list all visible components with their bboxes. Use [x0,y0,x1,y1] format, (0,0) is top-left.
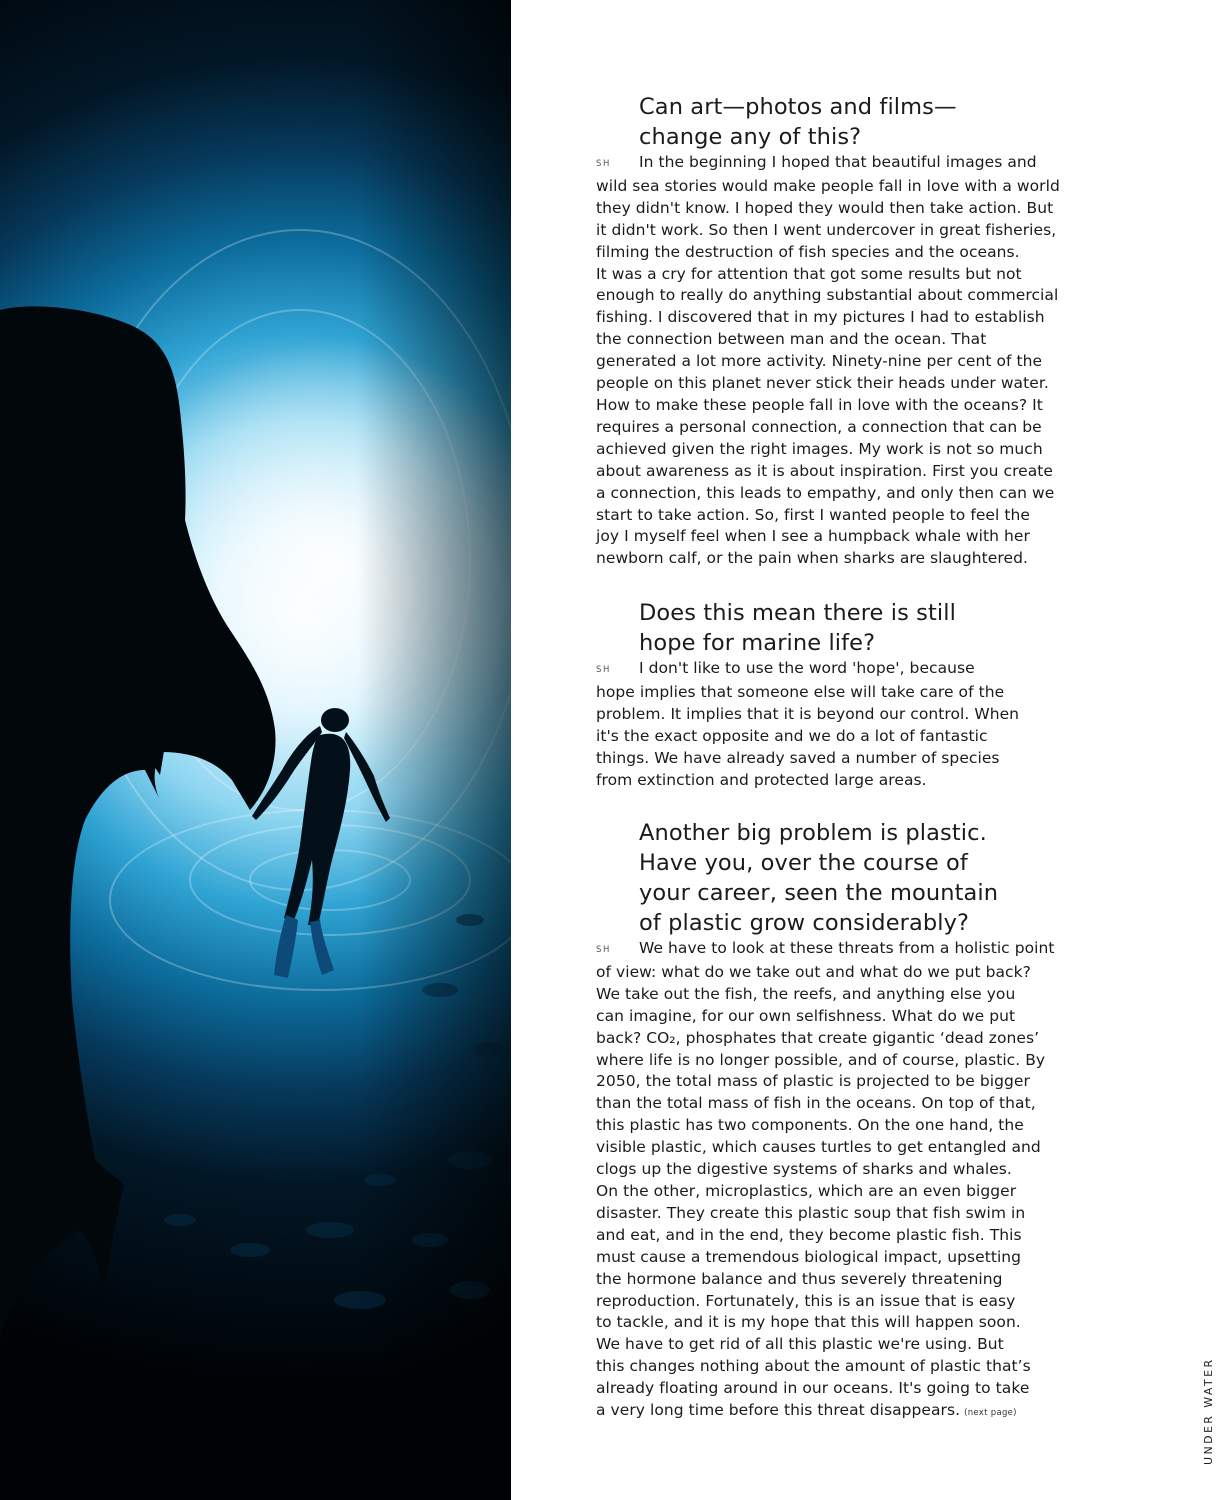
question-line: your career, seen the mountain [639,880,999,906]
answer-line: We take out the fish, the reefs, and anything else you [596,984,1016,1003]
answer-line: must cause a tremendous biological impact, upsetting [596,1247,1022,1266]
answer-line: already floating around in our oceans. It's going to take [596,1379,1030,1398]
answer-line: enough to really do anything substantial about commercial [596,286,1059,305]
answer-line: newborn calf, or the pain when sharks are slaughtered. [596,549,1028,568]
running-head: UNDER WATER [1202,1357,1215,1465]
question-heading [639,818,1136,938]
answer-line: We have to get rid of all this plastic we're using. But [596,1335,1004,1354]
answer-line: How to make these people fall in love with the oceans? It [596,395,1043,414]
answer-line: reproduction. Fortunately, this is an issue that is easy [596,1291,1016,1310]
answer-paragraph [596,938,1136,1425]
answer-line: wild sea stories would make people fall in love with a world [596,176,1060,195]
answer-line: On the other, microplastics, which are an even bigger [596,1181,1017,1200]
speaker-initials: SH [596,665,611,675]
answer-line: of view: what do we take out and what do we put back? [596,962,1031,981]
question-line: Have you, over the course of [639,850,968,876]
answer-line: it didn't work. So then I went undercover in great fisheries, [596,220,1057,239]
question-heading [639,92,1136,152]
qa-section-plastic [596,818,1136,1425]
answer-line: 2050, the total mass of plastic is projected to be bigger [596,1072,1030,1091]
answer-paragraph [596,152,1136,570]
answer-line: it's the exact opposite and we do a lot of fantastic [596,726,988,745]
photo-vignette [0,0,511,1500]
photo-panel [0,0,511,1500]
answer-line: joy I myself feel when I see a humpback whale with her [596,527,1030,546]
answer-line: fishing. I discovered that in my pictures I had to establish [596,308,1045,327]
answer-line: filming the destruction of fish species and the oceans. [596,242,1020,261]
answer-line: the connection between man and the ocean. That [596,330,987,349]
answer-line: about awareness as it is about inspiration. First you create [596,461,1054,480]
whale-shark-and-snorkeler-photo [0,0,511,1500]
next-page-marker: (next page) [964,1408,1017,1419]
answer-line: from extinction and protected large areas. [596,770,927,789]
answer-line: clogs up the digestive systems of sharks and whales. [596,1160,1012,1179]
question-line: of plastic grow considerably? [639,910,970,936]
text-panel [511,0,1232,1500]
answer-line: generated a lot more activity. Ninety-nine per cent of the [596,352,1043,371]
answer-line: to tackle, and it is my hope that this will happen soon. [596,1313,1021,1332]
question-line: Can art—photos and films— [639,94,957,120]
answer-line: can imagine, for our own selfishness. What do we put [596,1006,1016,1025]
question-line: change any of this? [639,124,862,150]
answer-line: visible plastic, which causes turtles to get entangled and [596,1138,1041,1157]
answer-line: I don't like to use the word 'hope', because [639,659,975,677]
answer-line: than the total mass of fish in the oceans. On top of that, [596,1094,1036,1113]
question-heading [639,598,1136,658]
answer-line: start to take action. So, first I wanted people to feel the [596,505,1030,524]
qa-section-hope [596,598,1136,791]
qa-section-art [596,92,1136,570]
answer-line: hope implies that someone else will take care of the [596,682,1005,701]
question-line: Does this mean there is still [639,600,956,626]
answer-line: where life is no longer possible, and of course, plastic. By [596,1050,1046,1069]
answer-line: problem. It implies that it is beyond our control. When [596,704,1020,723]
answer-line: they didn't know. I hoped they would then take action. But [596,198,1054,217]
question-line: hope for marine life? [639,630,876,656]
answer-line: We have to look at these threats from a holistic point [639,939,1055,957]
answer-line: a connection, this leads to empathy, and only then can we [596,483,1055,502]
answer-line: things. We have already saved a number of species [596,748,1000,767]
answer-line: and eat, and in the end, they become plastic fish. This [596,1225,1022,1244]
answer-line: requires a personal connection, a connection that can be [596,417,1042,436]
answer-line: disaster. They create this plastic soup that fish swim in [596,1203,1026,1222]
answer-line: In the beginning I hoped that beautiful images and [639,153,1037,171]
question-line: Another big problem is plastic. [639,820,987,846]
answer-line: It was a cry for attention that got some results but not [596,264,1022,283]
answer-line: the hormone balance and thus severely threatening [596,1269,1003,1288]
answer-line: this changes nothing about the amount of plastic that’s [596,1357,1031,1376]
speaker-initials: SH [596,945,611,955]
answer-paragraph [596,658,1136,791]
answer-line: back? CO₂, phosphates that create gigantic ‘dead zones’ [596,1028,1040,1047]
answer-line: this plastic has two components. On the one hand, the [596,1116,1024,1135]
answer-line: a very long time before this threat disappears. [596,1401,961,1420]
answer-line: people on this planet never stick their heads under water. [596,374,1049,393]
speaker-initials: SH [596,159,611,169]
answer-line: achieved given the right images. My work is not so much [596,439,1043,458]
